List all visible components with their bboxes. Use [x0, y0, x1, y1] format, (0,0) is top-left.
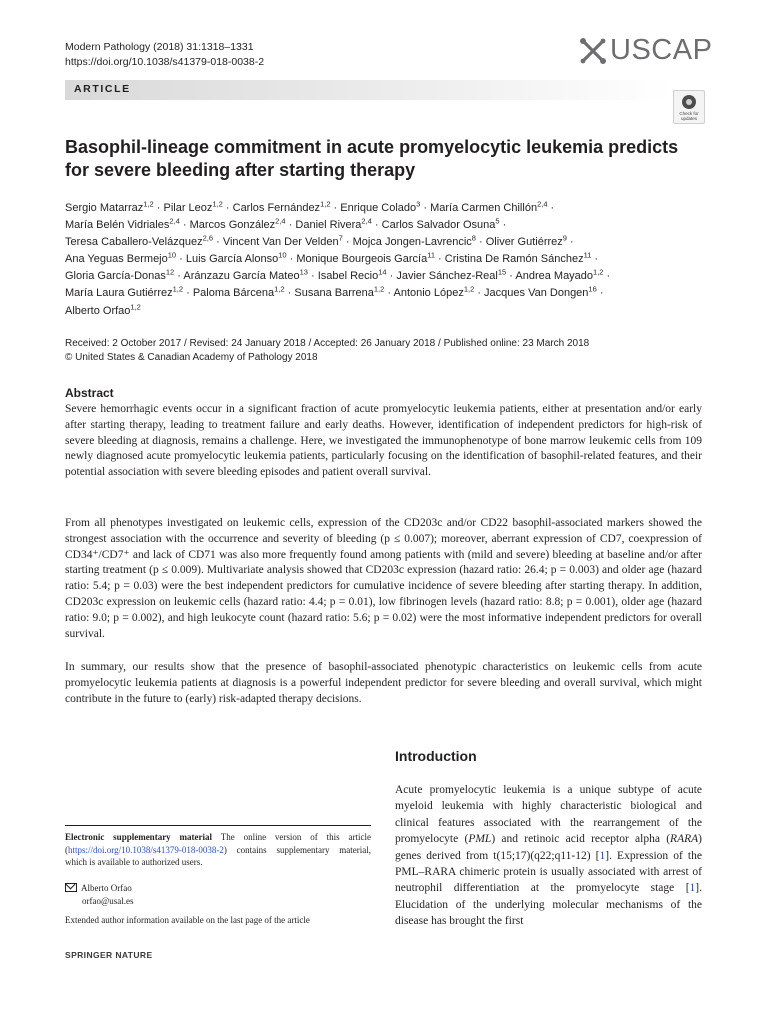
check-updates-label: Check for updates	[679, 111, 699, 121]
envelope-icon	[65, 883, 77, 892]
logo-text: USCAP	[610, 34, 713, 66]
author-affiliation: 16	[588, 284, 597, 294]
author-name[interactable]: Andrea Mayado	[515, 270, 594, 283]
author-affiliation: 14	[378, 267, 387, 277]
author-name[interactable]: Enrique Colado	[340, 202, 417, 214]
abstract-heading: Abstract	[65, 386, 114, 400]
author-affiliation: 2,4	[275, 216, 286, 226]
author-affiliation: 5	[495, 216, 500, 226]
author-line	[65, 200, 695, 217]
author-name[interactable]: Marcos González	[189, 219, 276, 232]
author-line	[65, 217, 695, 234]
author-affiliation: 7	[338, 233, 343, 243]
author-name[interactable]: Carlos Salvador Osuna	[381, 219, 496, 232]
author-name[interactable]: Monique Bourgeois García	[296, 253, 428, 266]
abstract-paragraph-2: From all phenotypes investigated on leukemic cells, expression of the CD203c and/or CD22 basophil-associated markers showed the strongest association with the occurrence and severity of bleeding (p ≤ 0.007); moreover, aberrant expression of CD7, coexpression of CD34⁺/CD7⁺ and lack of CD71 was also more frequently found among patients with (mild and severe) bleeding at baseline and/or after starting treatment (p ≤ 0.009). Multivariate analysis showed that CD203c expression (hazard ratio: 26.4; p = 0.003) and older age (hazard ratio: 5.4; p = 0.03) were the best independent predictors for cumulative incidence of severe bleeding after starting therapy. In addition, CD203c expression on leukemic cells (hazard ratio: 4.4; p = 0.01), low fibrinogen levels (hazard ratio: 8.8; p = 0.001), older age (hazard ratio: 9.0; p = 0.002), and high leukocyte count (hazard ratio: 5.6; p = 0.02) were the most informative independent predictors for overall survival.	[65, 517, 702, 640]
author-separator: ·	[566, 236, 574, 249]
gene-name: PML	[468, 833, 492, 846]
author-line	[65, 303, 695, 320]
author-separator: ·	[420, 202, 431, 214]
corresponding-email[interactable]: orfao@usal.es	[82, 895, 134, 906]
author-affiliation: 1,2	[463, 284, 475, 294]
article-type-bar	[65, 80, 670, 100]
text-segment: ) genes derived from t(15;17)(q22;q11-12) [	[395, 833, 702, 862]
author-separator: ·	[284, 287, 295, 300]
corresponding-author: Alberto Orfao	[81, 883, 132, 893]
author-name[interactable]: Jacques Van Dongen	[484, 287, 589, 300]
author-separator: ·	[591, 253, 599, 266]
author-name[interactable]: María Laura Gutiérrez	[65, 287, 173, 300]
author-name[interactable]: Teresa Caballero-Velázquez	[65, 236, 203, 249]
author-affiliation: 10	[278, 250, 287, 260]
author-affiliation: 2,6	[202, 233, 214, 243]
author-separator: ·	[384, 287, 394, 300]
author-line	[65, 234, 695, 251]
text-segment: ]. Expression of the PML–RARA chimeric protein is usually associated with arrest of neutrophil differentiation at the promyelocyte stage [	[395, 849, 702, 895]
uscap-emblem-icon	[576, 34, 610, 68]
supplementary-material-note	[65, 831, 371, 869]
author-separator: ·	[307, 270, 318, 283]
author-affiliation: 12	[165, 267, 175, 277]
journal-citation: Modern Pathology (2018) 31:1318–1331	[65, 41, 254, 53]
correspondence	[65, 882, 134, 907]
author-affiliation: 11	[583, 250, 592, 260]
text-segment: ) and retinoic acid receptor alpha (	[491, 833, 671, 846]
author-name[interactable]: Javier Sánchez-Real	[396, 270, 498, 283]
author-line	[65, 251, 695, 268]
esm-link[interactable]: https://doi.org/10.1038/s41379-018-0038-2	[68, 844, 224, 855]
abstract-paragraph-1: Severe hemorrhagic events occur in a significant fraction of acute promyelocytic leukemia patients, either at presentation and/or early after starting therapy, leading to treatment failure and early deaths. However, identification of independent predictors for high-risk of severe bleeding at diagnosis, remains a challenge. Here, we investigated the immunophenotype of bone marrow leukemic cells from 109 newly diagnosed acute promyelocytic leukemia patients, particularly focusing on the identification of basophil-related features, and their potential association with severe bleeding episodes and patient overall survival.	[65, 403, 702, 479]
esm-text-before: The online version of this article (	[65, 832, 371, 855]
article-type-label: ARTICLE	[74, 83, 131, 95]
author-affiliation: 1,2	[320, 199, 331, 209]
citation-link[interactable]: 1	[689, 882, 696, 895]
abstract-paragraph-3: In summary, our results show that the presence of basophil-associated phenotypic characteristics on leukemic cells from acute promyelocytic leukemia patients at diagnosis is a powerful independent predictor for severe bleeding and overall survival, which might contribute in the future to (early) risk-adapted therapy decisions.	[65, 661, 702, 705]
author-affiliation: 13	[299, 267, 308, 277]
history-dates: Received: 2 October 2017 / Revised: 24 January 2018 / Accepted: 26 January 2018 / Published online: 23 March 2018	[65, 338, 590, 349]
author-name[interactable]: Paloma Bárcena	[192, 287, 275, 300]
author-separator: ·	[475, 236, 486, 249]
gene-name: RARA	[670, 833, 699, 846]
author-name[interactable]: Carlos Fernández	[232, 202, 321, 214]
author-affiliation: 1,2	[172, 284, 184, 294]
author-affiliation: 1,2	[274, 284, 285, 294]
author-separator: ·	[596, 287, 604, 300]
author-name[interactable]: Gloria García-Donas	[65, 270, 166, 283]
author-affiliation: 8	[471, 233, 476, 243]
author-affiliation: 1,2	[593, 267, 604, 277]
author-separator: ·	[499, 219, 507, 232]
author-affiliation: 15	[497, 267, 507, 277]
uscap-logo[interactable]	[576, 34, 713, 68]
author-name[interactable]: Susana Barrena	[294, 287, 374, 300]
author-line	[65, 285, 695, 302]
author-name[interactable]: Vincent Van Der Velden	[222, 236, 339, 249]
footnote-divider	[65, 825, 371, 826]
author-separator: ·	[330, 202, 341, 214]
introduction-heading: Introduction	[395, 748, 477, 764]
author-name[interactable]: María Belén Vidriales	[65, 219, 170, 232]
author-name[interactable]: Isabel Recio	[317, 270, 379, 283]
author-list	[65, 200, 695, 320]
author-line	[65, 268, 695, 285]
author-separator: ·	[435, 253, 445, 266]
author-separator: ·	[371, 219, 382, 232]
doi-link[interactable]: https://doi.org/10.1038/s41379-018-0038-2	[65, 56, 265, 68]
author-name[interactable]: María Carmen Chillón	[430, 202, 538, 214]
author-separator: ·	[176, 253, 186, 266]
check-for-updates-badge[interactable]	[673, 90, 705, 124]
author-separator: ·	[506, 270, 516, 283]
author-separator: ·	[474, 287, 485, 300]
author-affiliation: 3	[416, 199, 421, 209]
author-separator: ·	[342, 236, 353, 249]
author-name[interactable]: Oliver Gutiérrez	[485, 236, 563, 249]
author-affiliation: 1,2	[373, 284, 385, 294]
text-segment: Acute promyelocytic leukemia is a unique subtype of acute myeloid leukemia with highly characteristic biological and clinical features associated with the rearrangement of the promyelocyte (	[395, 784, 702, 846]
author-affiliation: 1,2	[212, 199, 223, 209]
author-affiliation: 2,4	[361, 216, 372, 226]
author-name[interactable]: Daniel Rivera	[295, 219, 362, 232]
author-affiliation: 1,2	[143, 199, 154, 209]
esm-label: Electronic supplementary material	[65, 832, 213, 842]
author-name[interactable]: Aránzazu García Mateo	[183, 270, 300, 283]
text-segment: ]. Elucidation of the underlying molecular mechanisms of the disease has brought the first	[395, 882, 702, 928]
copyright-line: © United States & Canadian Academy of Pathology 2018	[65, 351, 318, 363]
extended-author-info: Extended author information available on the last page of the article	[65, 915, 310, 925]
author-name[interactable]: Alberto Orfao	[65, 304, 131, 317]
author-separator: ·	[603, 270, 611, 283]
author-separator: ·	[285, 219, 296, 232]
introduction-text	[395, 782, 702, 930]
author-separator: ·	[183, 287, 193, 300]
author-affiliation: 1,2	[130, 301, 141, 311]
author-name[interactable]: Mojca Jongen-Lavrencic	[352, 236, 472, 249]
author-separator: ·	[222, 202, 233, 214]
esm-text-after: ) contains supplementary material, which is available to authorized users.	[65, 844, 371, 867]
author-name[interactable]: Sergio Matarraz	[65, 202, 144, 214]
journal-header	[65, 40, 264, 70]
check-updates-icon	[682, 95, 696, 109]
author-name[interactable]: Luis García Alonso	[185, 253, 279, 266]
article-title: Basophil-lineage commitment in acute promyelocytic leukemia predicts for severe bleeding after starting therapy	[65, 137, 679, 180]
author-name[interactable]: Pilar Leoz	[163, 202, 213, 214]
author-affiliation: 2,4	[169, 216, 180, 226]
author-separator: ·	[386, 270, 397, 283]
citation-link[interactable]: 1	[599, 849, 606, 862]
publication-dates	[65, 337, 589, 364]
author-name[interactable]: Cristina De Ramón Sánchez	[444, 253, 584, 266]
author-separator: ·	[174, 270, 184, 283]
author-affiliation: 11	[427, 250, 435, 260]
author-affiliation: 9	[562, 233, 567, 243]
author-separator: ·	[153, 202, 164, 214]
author-affiliation: 2,4	[537, 199, 548, 209]
author-name[interactable]: Antonio López	[393, 287, 464, 300]
author-separator: ·	[547, 202, 555, 214]
author-name[interactable]: Ana Yeguas Bermejo	[65, 253, 168, 266]
springer-nature-logo[interactable]: SPRINGER NATURE	[65, 950, 153, 960]
author-separator: ·	[213, 236, 223, 249]
author-affiliation: 10	[167, 250, 177, 260]
author-separator: ·	[179, 219, 190, 232]
author-separator: ·	[286, 253, 297, 266]
